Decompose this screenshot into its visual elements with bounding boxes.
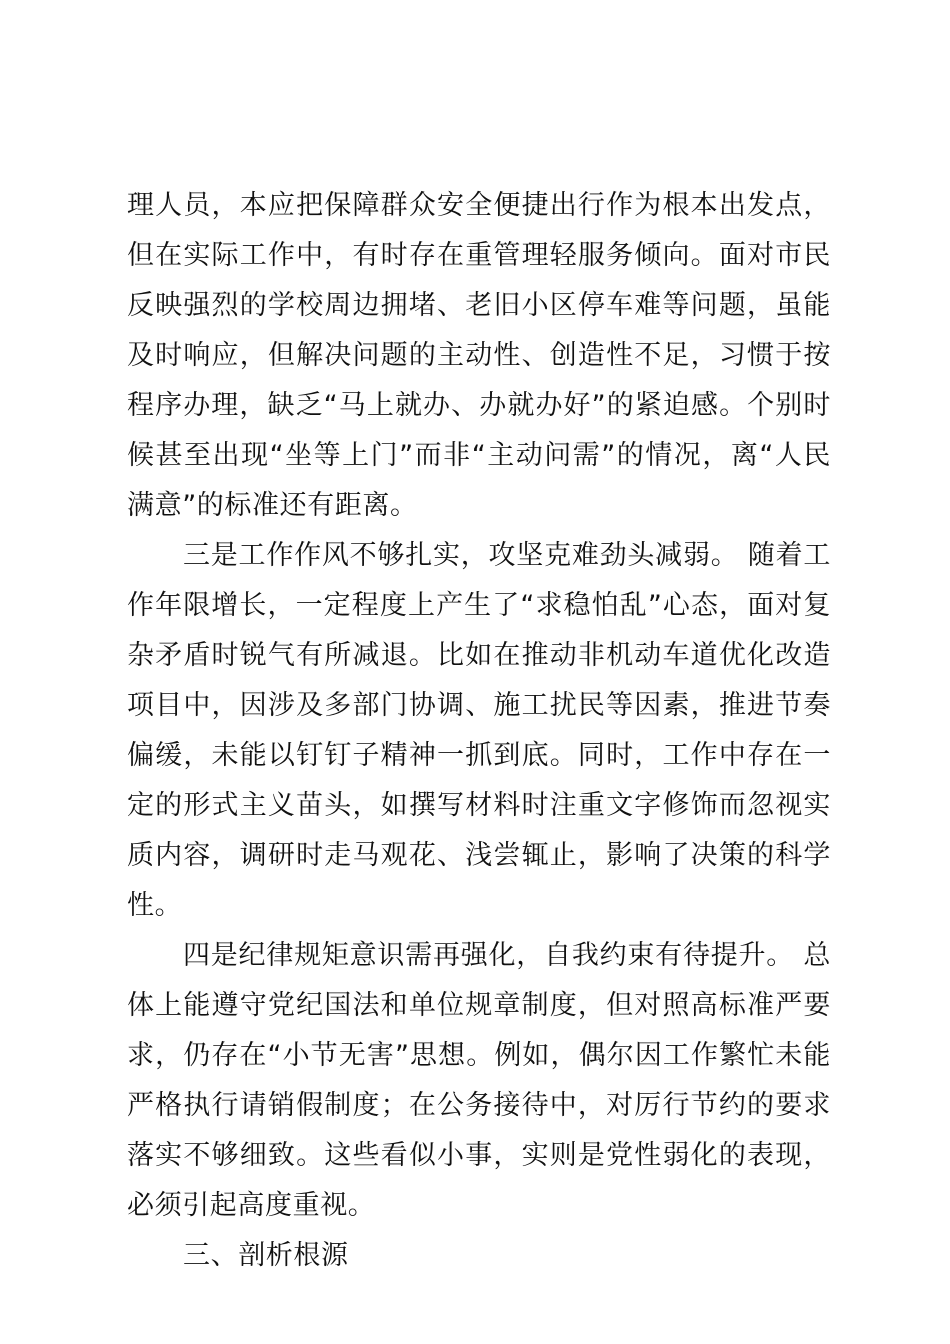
- document-page: [127, 181, 831, 1281]
- paragraph-point-four: 四是纪律规矩意识需再强化，自我约束有待提升。 总体上能遵守党纪国法和单位规章制度，但对照高标准严要求，仍存在“小节无害”思想。例如，偶尔因工作繁忙未能严格执行请销假制度；在公务接待中，对厉行节约的要求落实不够细致。这些看似小事，实则是党性弱化的表现，必须引起高度重视。: [127, 940, 831, 1221]
- section-heading: 三、剖析根源: [183, 1240, 349, 1271]
- paragraph-continuation: 理人员，本应把保障群众安全便捷出行作为根本出发点，但在实际工作中，有时存在重管理轻服务倾向。面对市民反映强烈的学校周边拥堵、老旧小区停车难等问题，虽能及时响应，但解决问题的主动性、创造性不足，习惯于按程序办理，缺乏“马上就办、办就办好”的紧迫感。个别时候甚至出现“坐等上门”而非“主动问需”的情况，离“人民满意”的标准还有距离。: [127, 190, 831, 521]
- paragraph-point-three: 三是工作作风不够扎实，攻坚克难劲头减弱。 随着工作年限增长，一定程度上产生了“求稳怕乱”心态，面对复杂矛盾时锐气有所减退。比如在推动非机动车道优化改造项目中，因涉及多部门协调、施工扰民等因素，推进节奏偏缓，未能以钉钉子精神一抓到底。同时，工作中存在一定的形式主义苗头，如撰写材料时注重文字修饰而忽视实质内容，调研时走马观花、浅尝辄止，影响了决策的科学性。: [127, 540, 831, 921]
